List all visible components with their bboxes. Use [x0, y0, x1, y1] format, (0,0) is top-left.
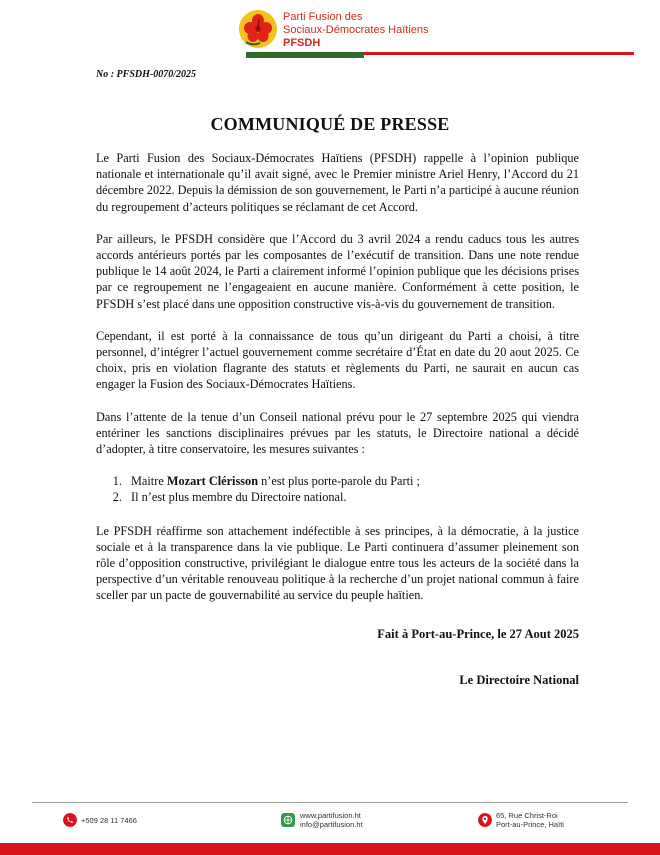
footer-divider [32, 802, 628, 803]
measures-list [96, 473, 579, 505]
paragraph: Le Parti Fusion des Sociaux-Démocrates Haïtiens (PFSDH) rappelle à l’opinion publique nationale et internationale qu’il avait signé, avec le Premier ministre Ariel Henry, l’Accord du 21 décembre 2022. Depuis la démission de son gouvernement, le Parti n’a participé à aucune réunion du regroupement d’acteurs politiques se réclamant de cet Accord. [96, 151, 579, 214]
globe-mail-icon [281, 813, 295, 827]
closing-paragraph: Le PFSDH réaffirme son attachement indéfectible à ses principes, à la démocratie, à la justice sociale et à la transparence dans la vie publique. Le Parti continuera d’assumer pleinement son rôle d’opposition constructive, privilégiant le dialogue entre tous les acteurs de la société dans la perspective d’un véritable renouveau politique à la recherche d’un projet national commun à faire sceller par un pacte de gouvernabilité au service du peuple haïtien. [96, 523, 579, 603]
footer-email[interactable]: info@partifusion.ht [300, 820, 363, 829]
party-logo-icon [238, 9, 278, 49]
place-and-date: Fait à Port-au-Prince, le 27 Aout 2025 [377, 627, 579, 641]
measure-item: 2. Il n’est plus membre du Directoire national. [125, 489, 579, 505]
person-name: Mozart Clérisson [166, 474, 259, 489]
footer-web [300, 811, 363, 829]
org-acronym: PFSDH [283, 37, 321, 49]
location-pin-icon [478, 813, 492, 827]
document-title: COMMUNIQUÉ DE PRESSE [210, 114, 450, 134]
footer-website[interactable]: www.partifusion.ht [300, 811, 361, 820]
address-line2: Port-au-Prince, Haïti [496, 820, 564, 829]
footer-red-bar [0, 843, 660, 855]
footer-address [496, 811, 564, 829]
header-divider-green [246, 52, 364, 58]
organization-name [283, 11, 429, 50]
measure-text: Maitre [131, 474, 167, 489]
org-name-line2: Sociaux-Démocrates Haïtiens [283, 24, 429, 36]
address-line1: 65, Rue Christ-Roi [496, 811, 558, 820]
paragraph: Dans l’attente de la tenue d’un Conseil national prévu pour le 27 septembre 2025 qui viendra entériner les sanctions disciplinaires prévues par les statuts, le Directoire national a décidé d’adopter, à titre conservatoire, les mesures suivantes : [96, 409, 579, 457]
paragraph: Cependant, il est porté à la connaissance de tous qu’un dirigeant du Parti a choisi, à titre personnel, d’intégrer l’actuel gouvernement comme secrétaire d’État en date du 20 aout 2025. Ce choix, pris en violation flagrante des statuts et règlements du Parti, ne saurait en aucun cas engager la Fusion des Sociaux-Démocrates Haïtiens. [96, 328, 579, 392]
phone-icon [63, 813, 77, 827]
org-name-line1: Parti Fusion des [283, 11, 363, 23]
signature: Le Directoire National [459, 673, 579, 687]
paragraph: Par ailleurs, le PFSDH considère que l’Accord du 3 avril 2024 a rendu caducs tous les autres accords antérieurs portés par les composantes de l’exécutif de transition. Dans une note rendue publique le 14 août 2024, le Parti a clairement informé l’opinion publique que les décisions prises par ce regroupement ne l’engageaient en aucune manière. Conformément à cette position, le PFSDH s’est placé dans une opposition constructive vis-à-vis du gouvernement de transition. [96, 231, 579, 311]
reference-number: No : PFSDH-0070/2025 [96, 69, 196, 80]
measure-item [125, 473, 579, 489]
document-body [96, 150, 579, 620]
footer-phone: +509 28 11 7466 [81, 816, 137, 825]
measure-text: n’est plus porte-parole du Parti ; [258, 474, 420, 489]
